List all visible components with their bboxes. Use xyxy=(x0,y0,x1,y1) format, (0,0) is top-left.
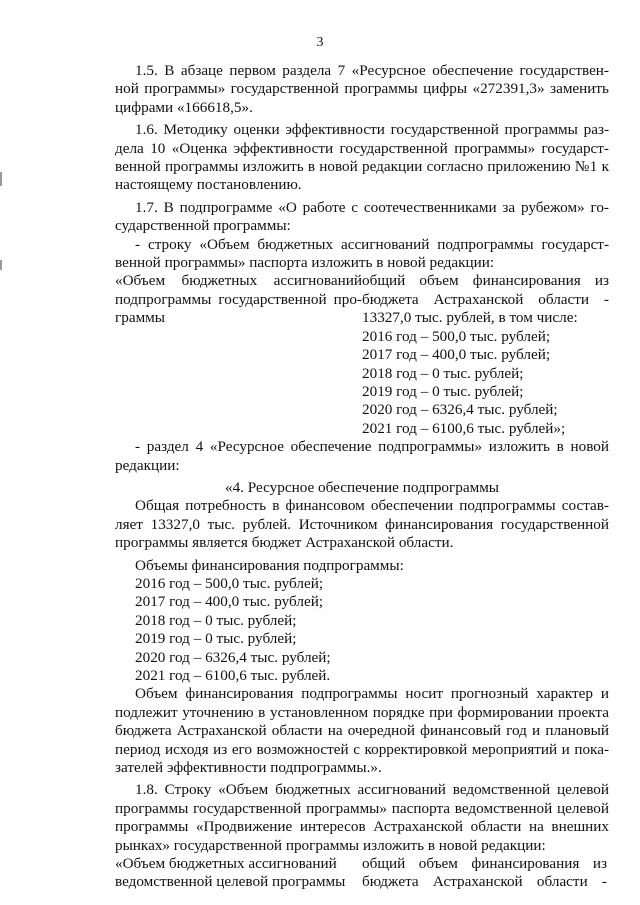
text-line: бюджета Астраханской области на очередной финансовый год и плановый xyxy=(115,722,609,740)
funding-list xyxy=(362,309,609,438)
list-item: 2018 год – 0 тыс. рублей; xyxy=(135,611,297,629)
text-line: «Объем бюджетных ассигнований xyxy=(115,272,362,290)
text-line: - строку «Объем бюджетных ассигнований подпрограммы государст- xyxy=(135,235,609,253)
list-item: 2017 год – 400,0 тыс. рублей; xyxy=(135,593,324,611)
paragraph-forecast xyxy=(115,685,609,777)
paragraph-1-5 xyxy=(115,62,609,117)
binding-mark xyxy=(0,172,2,186)
text-line: - раздел 4 «Ресурсное обеспечение подпрограммы» изложить в новой xyxy=(135,438,609,456)
list-item: 2020 год – 6326,4 тыс. рублей; xyxy=(135,648,331,666)
paragraph-1-7 xyxy=(115,199,609,236)
text-line: подлежит уточнению в установленном порядке при формировании проекта xyxy=(115,703,609,721)
text-line: дела 10 «Оценка эффективности государственной программы» государст- xyxy=(115,139,609,157)
text-line: граммы xyxy=(115,309,165,327)
volumes-block xyxy=(115,557,609,686)
table-1-right-cell xyxy=(362,272,609,438)
text-line: 1.7. В подпрограмме «О работе с соотечественниками за рубежом» го- xyxy=(135,198,609,216)
list-item: 2021 год – 6100,6 тыс. рублей»; xyxy=(362,419,566,437)
page-number: 3 xyxy=(316,35,324,50)
text-line: венной программы изложить в новой редакции согласно приложению №1 к xyxy=(115,158,609,176)
paragraph-need xyxy=(115,497,609,552)
paragraph-1-8 xyxy=(115,781,609,855)
text-line: программы «Продвижение интересов Астраханской области на внешних xyxy=(115,818,609,836)
text-line: программы государственной программы» паспорта ведомственной целевой xyxy=(115,799,609,817)
list-item: 13327,0 тыс. рублей, в том числе: xyxy=(362,309,578,327)
text-line: ляет 13327,0 тыс. рублей. Источником финансирования государственной xyxy=(115,515,609,533)
text-line: бюджета Астраханской области - xyxy=(362,290,609,308)
list-item: 2018 год – 0 тыс. рублей; xyxy=(362,364,524,382)
text-line: 1.8. Строку «Объем бюджетных ассигнований ведомственной целевой xyxy=(135,781,609,799)
text-line: ведомственной целевой программы xyxy=(115,873,346,891)
text-line: Объем финансирования подпрограммы носит прогнозный характер и xyxy=(135,685,609,703)
text-line: ной программы» государственной программы цифры «272391,3» заменить xyxy=(115,80,609,98)
text-line: редакции: xyxy=(115,456,180,474)
text-line: программы является бюджет Астраханской области. xyxy=(115,534,454,552)
text-line: настоящему постановлению. xyxy=(115,176,302,194)
table-1-left-cell xyxy=(115,272,362,438)
text-line: подпрограммы государственной про- xyxy=(115,290,362,308)
paragraph-1-6 xyxy=(115,121,609,195)
table-2-left-cell xyxy=(115,855,362,892)
volumes-list xyxy=(115,575,609,685)
passport-table-2 xyxy=(115,855,609,892)
paragraph-1-7-dash-2 xyxy=(115,438,609,475)
table-2-right-cell xyxy=(362,855,607,892)
text-line: 1.6. Методику оценки эффективности государственной программы раз- xyxy=(135,121,609,139)
volumes-title: Объемы финансирования подпрограммы: xyxy=(135,556,404,574)
paragraph-1-7-dash-1 xyxy=(115,236,609,273)
passport-table-1 xyxy=(115,272,609,438)
text-line: сударственной программы: xyxy=(115,217,291,235)
text-line: Общая потребность в финансовом обеспечении подпрограммы состав- xyxy=(135,497,609,515)
text-line: цифрами «166618,5». xyxy=(115,98,253,116)
text-line: период исходя из его возможностей с корректировкой мероприятий и пока- xyxy=(115,740,609,758)
text-line: венной программы» паспорта изложить в новой редакции: xyxy=(115,254,495,272)
text-line: общий объем финансирования из xyxy=(362,855,607,873)
list-item: 2019 год – 0 тыс. рублей; xyxy=(362,382,524,400)
list-item: 2016 год – 500,0 тыс. рублей; xyxy=(135,574,324,592)
list-item: 2019 год – 0 тыс. рублей; xyxy=(135,630,297,648)
list-item: 2017 год – 400,0 тыс. рублей; xyxy=(362,346,551,364)
list-item: 2021 год – 6100,6 тыс. рублей. xyxy=(135,667,331,684)
text-line: зателей эффективности подпрограммы.». xyxy=(115,759,382,777)
text-line: рынках» государственной программы изложить в новой редакции: xyxy=(115,836,546,854)
text-line: общий объем финансирования из xyxy=(362,272,609,290)
document-body xyxy=(115,62,609,892)
text-line: бюджета Астраханской области - xyxy=(362,873,607,891)
text-line: «Объем бюджетных ассигнований xyxy=(115,855,337,873)
text-line: 1.5. В абзаце первом раздела 7 «Ресурсное обеспечение государствен- xyxy=(135,62,609,79)
list-item: 2020 год – 6326,4 тыс. рублей; xyxy=(362,401,558,419)
section-title: «4. Ресурсное обеспечение подпрограммы xyxy=(224,478,500,496)
list-item: 2016 год – 500,0 тыс. рублей; xyxy=(362,327,551,345)
binding-mark xyxy=(0,260,2,270)
